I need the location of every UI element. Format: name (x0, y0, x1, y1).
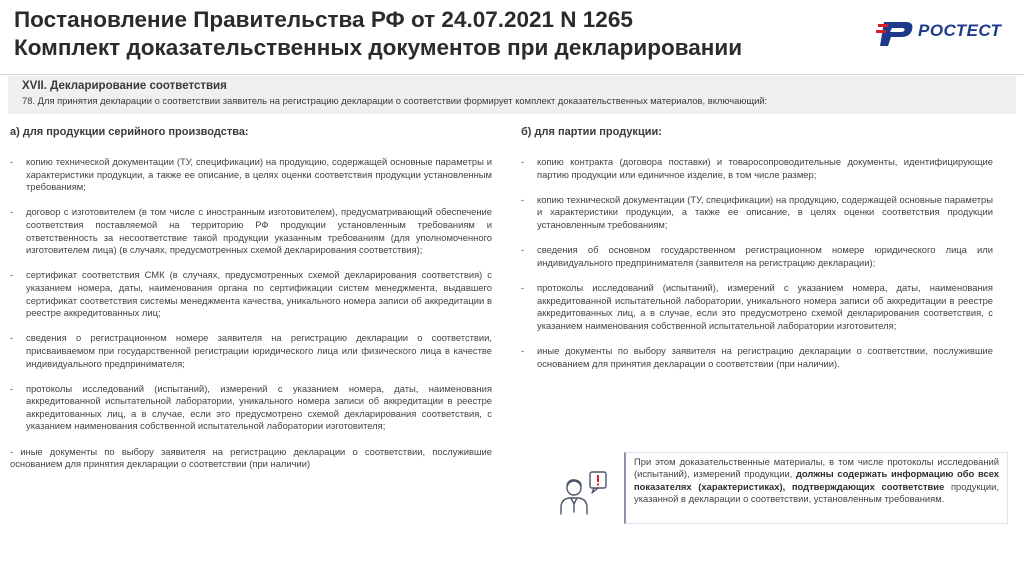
list-dash: - (10, 206, 14, 218)
person-question-icon (556, 468, 612, 518)
page-title-line-2: Комплект доказательственных документов при декларировании (14, 35, 743, 60)
list-item (521, 345, 993, 370)
list-item (521, 282, 993, 332)
list-item (10, 206, 492, 256)
list-item (521, 244, 993, 269)
header-divider (0, 74, 1024, 75)
list-dash: - (10, 332, 14, 344)
logo-text: РОСТЕСТ (918, 21, 1002, 40)
list-dash: - (521, 244, 525, 256)
left-column (10, 126, 492, 483)
list-dash: - (10, 156, 14, 167)
list-dash: - (10, 382, 14, 394)
page-title-line-1: Постановление Правительства РФ от 24.07.2021 N 1265 (14, 7, 633, 32)
rostest-logo (876, 18, 1006, 50)
list-dash: - (521, 344, 525, 356)
list-item-last (10, 446, 492, 471)
right-column-heading: б) для партии продукции: (521, 126, 662, 138)
note-text-emphasis: должны содержать информацию обо всех показателях (характеристиках), подтверждающих соответствие (634, 468, 1000, 492)
rostest-logo-icon (876, 18, 916, 50)
right-column (521, 126, 993, 383)
list-item-text: иные документы по выбору заявителя на регистрацию декларации о соответствии, послужившие основанием для принятия декларации о соответствии (при наличии). (537, 344, 993, 369)
list-item (10, 269, 492, 319)
list-item-text: копию технической документации (ТУ, спецификации) на продукцию, содержащей основные параметры и характеристики продукции, а также ее описание, в целях оценки соответствия продукции установленным требованиям; (537, 193, 993, 230)
list-item-text: договор с изготовителем (в том числе с иностранным изготовителем), предусматривающий обеспечение соответствия поставляемой на территорию РФ продукции установленным требованиям и ответственность за несоответствие такой продукции указанным требованиям (для уполномоченного изготовителем лица) (в случаях, предусмотренных схемой декларирования соответствия); (26, 206, 492, 256)
list-dash: - (521, 156, 525, 167)
list-item-text: сертификат соответствия СМК (в случаях, предусмотренных схемой декларирования соответствия) с указанием номера, даты, наименования органа по сертификации систем менеджмента, выдавшего сертификат соответствия системы менеджмента качества, уникального номера записи об аккредитации в реестре аккредитованных лиц; (26, 269, 492, 319)
list-dash: - (521, 281, 525, 293)
list-item-text: протоколы исследований (испытаний), измерений с указанием номера, даты, наименования аккредитованной испытательной лаборатории, уникального номера записи об аккредитации в реестре аккредитованных лиц, а в случае, если это предусмотрено схемой декларирования соответствия, с указанием наименования собственной испытательной лаборатории изготовителя; (537, 281, 993, 331)
list-item (521, 156, 993, 181)
note-box (624, 452, 1008, 524)
list-item-text: протоколы исследований (испытаний), измерений с указанием номера, даты, наименования аккредитованной испытательной лаборатории, уникального номера записи об аккредитации в реестре аккредитованных лиц, а в случае, если это предусмотрено схемой декларирования соответствия, с указанием наименования собственной испытательной лаборатории изготовителя; (26, 382, 492, 432)
list-item-text: - иные документы по выбору заявителя на регистрацию декларации о соответствии, послужившие основанием для принятия декларации о соответствии (при наличии) (10, 445, 492, 470)
section-heading: XVII. Декларирование соответствия (22, 80, 227, 92)
left-column-heading: а) для продукции серийного производства: (10, 126, 249, 138)
note-text-start: При этом доказательственные материалы, в том числе протоколы исследований (испытаний), измерений продукции, (634, 456, 999, 480)
list-item-text: сведения об основном государственном регистрационном номере юридического лица или индивидуального предпринимателя (заявителя на регистрацию декларации); (537, 244, 993, 268)
list-item-text: сведения о регистрационном номере заявителя на регистрацию декларации о соответствии, присваиваемом при государственной регистрации юридического лица или физического лица в качестве индивидуального предпринимателя; (26, 332, 492, 369)
list-item (10, 156, 492, 194)
list-item (10, 332, 492, 370)
list-item (10, 383, 492, 433)
list-item (521, 194, 993, 232)
list-dash: - (10, 269, 14, 281)
section-intro: 78. Для принятия декларации о соответствии заявитель на регистрацию декларации о соответствии формирует комплект доказательственных материалов, включающий: (22, 95, 768, 106)
list-dash: - (521, 193, 525, 205)
list-item-text: копию контракта (договора поставки) и товаросопроводительные документы, идентифицирующие партию продукции или единичное изделие, в том числе размер; (537, 156, 993, 180)
note-text-end: продукции, указанной в декларации о соответствии, установленным требованиям. (634, 480, 999, 505)
list-item-text: копию технической документации (ТУ, спецификации) на продукцию, содержащей основные параметры и характеристики продукции, а также ее описание, в целях оценки соответствия продукции установленным требованиям; (26, 156, 492, 193)
header (14, 6, 742, 62)
